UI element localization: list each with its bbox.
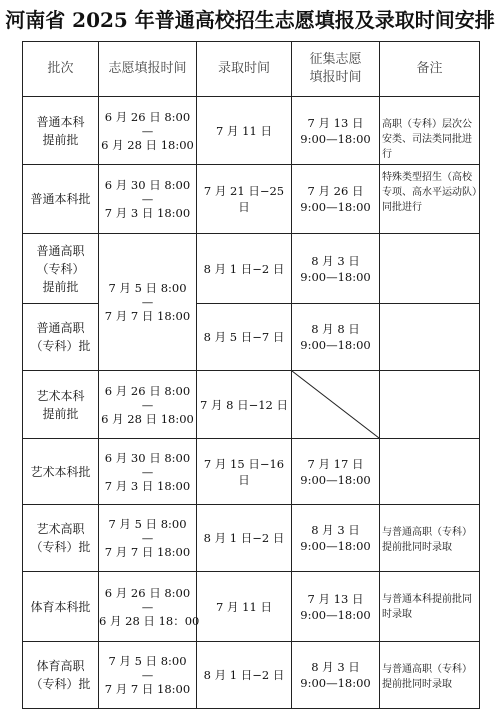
fill-end: 6 月 28 日 18：00 (99, 613, 200, 628)
remark-cell (380, 371, 480, 439)
fill-end: 7 月 3 日 18:00 (104, 206, 191, 220)
table-row (23, 572, 480, 642)
solicit-time-cell (292, 572, 380, 642)
batch-line: 艺术高职 (36, 522, 85, 536)
batch-line: 提前批 (42, 132, 79, 147)
fill-start: 6 月 30 日 8:00 (104, 450, 191, 465)
solicit-hours: 9:00—18:00 (300, 539, 371, 553)
solicit-date: 8 月 3 日 (311, 253, 360, 268)
batch-line: 普通本科 (36, 114, 85, 129)
remark-cell: 与普通高职（专科）提前批同时录取 (380, 642, 480, 709)
table-row (23, 505, 480, 572)
fill-dash: — (141, 599, 154, 614)
fill-time-cell (99, 572, 200, 642)
batch-line: 提前批 (42, 279, 79, 294)
solicit-hours: 9:00—18:00 (300, 269, 371, 284)
batch-cell (23, 642, 99, 709)
diagonal-slash (292, 371, 379, 438)
batch-line: 普通高职 (36, 243, 85, 258)
solicit-date: 8 月 3 日 (311, 523, 360, 537)
fill-time-cell (99, 165, 197, 234)
header-solicit-time (292, 42, 380, 97)
fill-time-cell (99, 642, 197, 709)
batch-line: 体育本科批 (30, 599, 91, 614)
header-solicit-line2: 填报时间 (309, 70, 362, 85)
fill-start: 6 月 26 日 8:00 (104, 383, 191, 398)
fill-end: 7 月 7 日 18:00 (104, 545, 191, 559)
table-row (23, 642, 480, 709)
admit-time-cell: 8 月 1 日−2 日 (197, 642, 292, 709)
solicit-date: 8 月 3 日 (311, 660, 360, 674)
fill-end: 7 月 3 日 18:00 (104, 478, 191, 493)
solicit-hours: 9:00—18:00 (300, 200, 371, 214)
page-title: 河南省 2025 年普通高校招生志愿填报及录取时间安排 (5, 8, 495, 32)
batch-line: 提前批 (42, 406, 79, 421)
table-row (23, 439, 480, 505)
batch-line: 艺术本科 (36, 388, 85, 403)
fill-end: 7 月 7 日 18:00 (104, 309, 191, 323)
fill-time-cell (99, 371, 197, 439)
fill-start: 7 月 5 日 8:00 (108, 517, 187, 531)
fill-start: 7 月 5 日 8:00 (108, 281, 187, 295)
solicit-date: 7 月 13 日 (307, 591, 364, 606)
batch-cell (23, 572, 99, 642)
batch-line: （专科）批 (30, 540, 91, 554)
remark-cell (380, 304, 480, 371)
header-row (23, 42, 480, 97)
fill-dash: — (141, 668, 154, 682)
fill-time-cell (99, 439, 197, 505)
fill-dash: — (141, 192, 154, 206)
fill-end: 6 月 28 日 18:00 (101, 137, 194, 152)
fill-dash: — (141, 397, 154, 412)
admit-time-cell: 7 月 11 日 (197, 572, 292, 642)
solicit-date: 7 月 17 日 (307, 456, 364, 471)
fill-start: 6 月 26 日 8:00 (104, 585, 191, 600)
fill-dash: — (141, 464, 154, 479)
fill-dash: — (141, 531, 154, 545)
solicit-time-cell (292, 304, 380, 371)
admit-time-cell: 7 月 15 日−16 日 (197, 439, 292, 505)
remark-cell: 与普通高职（专科）提前批同时录取 (380, 505, 480, 572)
solicit-time-cell (292, 505, 380, 572)
batch-line: （专科）批 (30, 339, 91, 353)
schedule-table (22, 41, 480, 709)
admit-time-cell: 7 月 11 日 (197, 97, 292, 165)
fill-time-cell (99, 505, 197, 572)
admit-time-cell: 7 月 8 日−12 日 (197, 371, 292, 439)
batch-line: 艺术本科批 (30, 464, 91, 479)
admit-time-cell: 8 月 5 日−7 日 (197, 304, 292, 371)
batch-cell (23, 234, 99, 304)
batch-line: （专科）批 (30, 677, 91, 691)
batch-cell (23, 439, 99, 505)
solicit-hours: 9:00—18:00 (300, 338, 371, 352)
admit-time-cell: 8 月 1 日−2 日 (197, 234, 292, 304)
fill-start: 6 月 26 日 8:00 (104, 109, 191, 124)
fill-dash: — (141, 295, 154, 309)
remark-cell: 特殊类型招生（高校专项、高水平运动队）同批进行 (380, 165, 480, 234)
solicit-time-cell (292, 439, 380, 505)
header-batch: 批次 (23, 42, 99, 97)
solicit-date: 8 月 8 日 (311, 322, 360, 336)
batch-line: 体育高职 (36, 659, 85, 673)
solicit-time-cell (292, 97, 380, 165)
remark-cell: 与普通本科提前批同时录取 (380, 572, 480, 642)
solicit-date: 7 月 13 日 (307, 115, 364, 130)
table-row (23, 97, 480, 165)
fill-dash: — (141, 123, 154, 138)
remark-cell (380, 439, 480, 505)
solicit-hours: 9:00—18:00 (300, 676, 371, 690)
fill-end: 6 月 28 日 18:00 (101, 411, 194, 426)
table-row (23, 304, 480, 371)
batch-line: 普通本科批 (30, 192, 91, 206)
solicit-hours: 9:00—18:00 (300, 131, 371, 146)
fill-start: 7 月 5 日 8:00 (108, 654, 187, 668)
batch-cell (23, 371, 99, 439)
table-row (23, 234, 480, 304)
fill-end: 7 月 7 日 18:00 (104, 682, 191, 696)
batch-line: 普通高职 (36, 321, 85, 335)
solicit-hours: 9:00—18:00 (300, 472, 371, 487)
fill-time-cell (99, 234, 197, 371)
solicit-hours: 9:00—18:00 (300, 607, 371, 622)
admit-time-cell: 7 月 21 日−25 日 (197, 165, 292, 234)
solicit-time-cell-empty (292, 371, 380, 439)
header-remark: 备注 (380, 42, 480, 97)
admit-time-cell: 8 月 1 日−2 日 (197, 505, 292, 572)
solicit-time-cell (292, 642, 380, 709)
batch-line: （专科） (36, 261, 85, 276)
fill-time-cell (99, 97, 197, 165)
header-solicit-line1: 征集志愿 (309, 52, 362, 67)
remark-cell: 高职（专科）层次公安类、司法类同批进行 (380, 97, 480, 165)
fill-start: 6 月 30 日 8:00 (104, 178, 191, 192)
table-row (23, 165, 480, 234)
header-fill-time: 志愿填报时间 (99, 42, 197, 97)
table-row (23, 371, 480, 439)
solicit-date: 7 月 26 日 (307, 184, 364, 198)
solicit-time-cell (292, 165, 380, 234)
header-admit-time: 录取时间 (197, 42, 292, 97)
batch-cell (23, 97, 99, 165)
batch-cell (23, 304, 99, 371)
remark-cell (380, 234, 480, 304)
batch-cell (23, 505, 99, 572)
batch-cell (23, 165, 99, 234)
solicit-time-cell (292, 234, 380, 304)
